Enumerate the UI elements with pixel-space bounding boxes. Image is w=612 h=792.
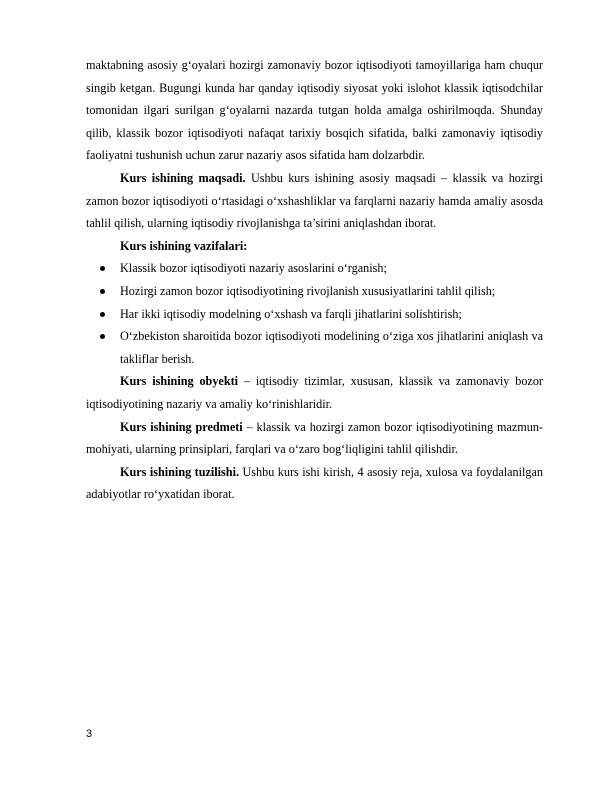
- object-paragraph: [86, 370, 543, 415]
- structure-paragraph: [86, 461, 543, 506]
- intro-paragraph: maktabning asosiy g‘oyalari hozirgi zamonaviy bozor iqtisodiyoti tamoyillariga ham chuqur singib ketgan. Bugungi kunda har qanday iqtisodiy siyosat yoki islohot klassik iqtisodchilar tomonidan ilgari surilgan g‘oyalarni nazarda tutgan holda amalga oshirilmoqda. Shunday qilib, klassik bozor iqtisodiyoti nafaqat tarixiy bosqich sifatida, balki zamonaviy iqtisodiy faoliyatni tushunish uchun zarur nazariy asos sifatida ham dolzarbdir.: [86, 58, 543, 163]
- list-item: [86, 257, 543, 280]
- bullet-icon: [100, 312, 105, 317]
- structure-label: Kurs ishining tuzilishi.: [120, 464, 240, 479]
- list-item-text: O‘zbekiston sharoitida bozor iqtisodiyoti modelining o‘ziga xos jihatlarini aniqlash va takliflar berish.: [120, 329, 543, 366]
- goal-paragraph: [86, 167, 543, 235]
- list-item: [86, 325, 543, 370]
- bullet-icon: [100, 266, 105, 271]
- list-item: [86, 280, 543, 303]
- subject-text: – klassik va hozirgi zamon bozor iqtisodiyotining mazmun-mohiyati, ularning prinsiplari, farqlari va o‘zaro bog‘liqligini tahlil qilishdir.: [86, 419, 543, 457]
- page-content: [86, 54, 543, 506]
- list-item-text: Hozirgi zamon bozor iqtisodiyotining rivojlanish xususiyatlarini tahlil qilish;: [120, 283, 496, 298]
- object-text: – iqtisodiy tizimlar, xususan, klassik va zamonaviy bozor iqtisodiyotining nazariy va amaliy ko‘rinishlaridir.: [86, 374, 543, 411]
- structure-text: Ushbu kurs ishi kirish, 4 asosiy reja, xulosa va foydalanilgan adabiyotlar ro‘yxatidan iborat.: [86, 464, 543, 502]
- bullet-icon: [100, 334, 105, 339]
- page-number: 3: [86, 728, 93, 740]
- subject-paragraph: [86, 416, 543, 461]
- list-item-text: Klassik bozor iqtisodiyoti nazariy asoslarini o‘rganish;: [120, 261, 387, 276]
- object-label: Kurs ishining obyekti: [120, 374, 239, 389]
- goal-label: Kurs ishining maqsadi.: [120, 170, 246, 185]
- subject-label: Kurs ishining predmeti: [120, 419, 243, 434]
- bullet-icon: [100, 289, 105, 294]
- goal-text: Ushbu kurs ishining asosiy maqsadi – klassik va hozirgi zamon bozor iqtisodiyoti o‘rtasidagi o‘xshashliklar va farqlarni nazariy hamda amaliy asosda tahlil qilish, ularning iqtisodiy rivojlanishga ta’sirini aniqlashdan iborat.: [86, 170, 543, 231]
- tasks-list: [86, 257, 543, 370]
- tasks-label: Kurs ishining vazifalari:: [120, 238, 248, 253]
- list-item: [86, 303, 543, 326]
- tasks-heading: [86, 235, 543, 258]
- list-item-text: Har ikki iqtisodiy modelning o‘xshash va farqli jihatlarini solishtirish;: [120, 306, 462, 321]
